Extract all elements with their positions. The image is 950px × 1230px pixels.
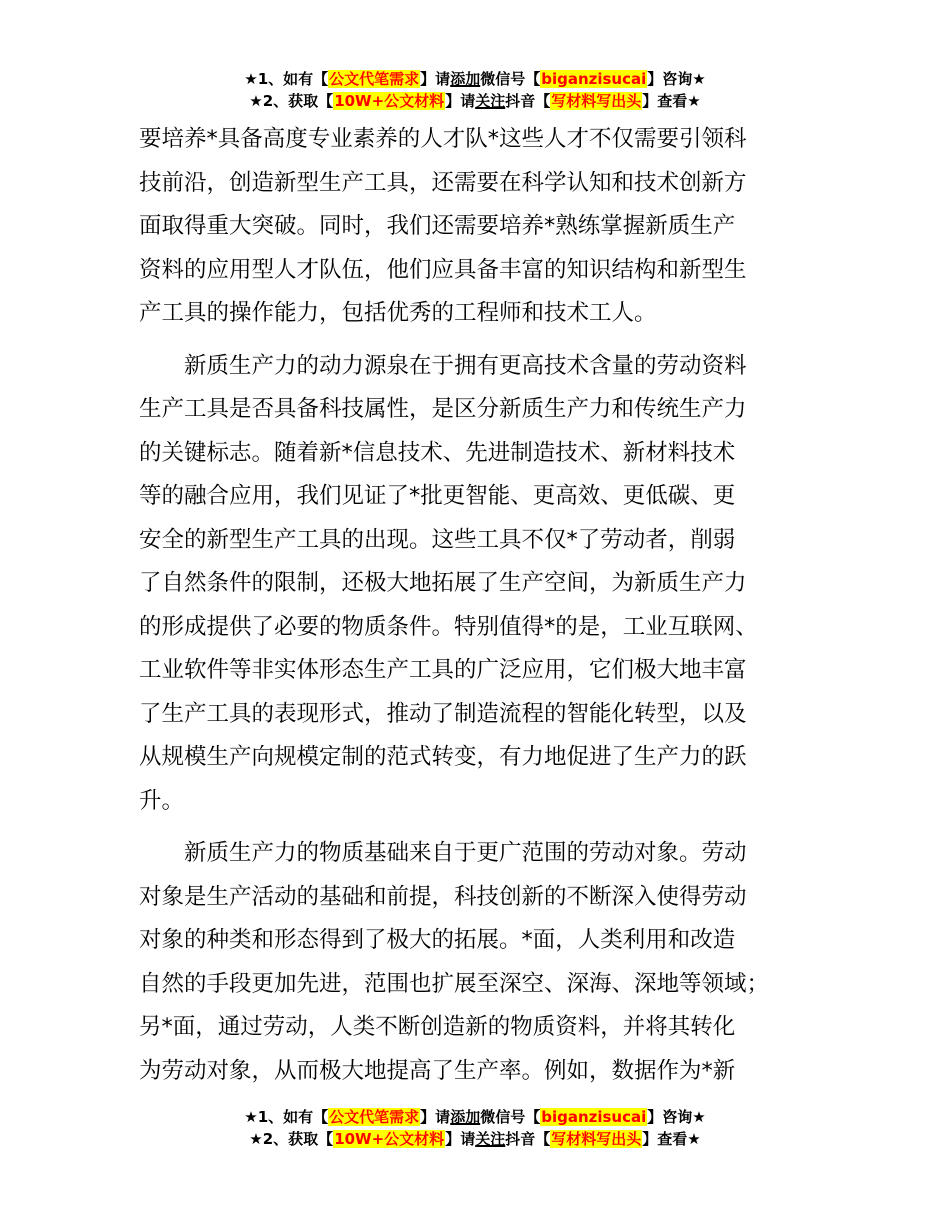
text-line: 资料的应用型人才队伍，他们应具备丰富的知识结构和新型生 xyxy=(139,256,747,283)
banner-highlight-materials: 10W+公文材料 xyxy=(334,92,445,110)
banner-highlight-materials: 10W+公文材料 xyxy=(334,1130,445,1148)
text-line: 自然的手段更加先进，范围也扩展至深空、深海、深地等领域； xyxy=(139,970,770,997)
banner-text: 抖音【 xyxy=(505,1130,551,1148)
text-line: 为劳动对象，从而极大地提高了生产率。例如，数据作为*新 xyxy=(139,1057,736,1084)
banner-prefix: ★1、如有【 xyxy=(244,1108,329,1126)
banner-prefix: ★2、获取【 xyxy=(249,1130,334,1148)
banner-text: 抖音【 xyxy=(505,92,551,110)
text-line: 新质生产力的动力源泉在于拥有更高技术含量的劳动资料 xyxy=(139,352,747,379)
text-line: 对象是生产活动的基础和前提，科技创新的不断深入使得劳动 xyxy=(139,883,747,910)
text-line: 生产工具是否具备科技属性，是区分新质生产力和传统生产力 xyxy=(139,396,747,422)
banner-text: 微信号【 xyxy=(480,70,541,88)
text-line: 工业软件等非实体形态生产工具的广泛应用，它们极大地丰富 xyxy=(139,657,747,683)
text-line: 的形成提供了必要的物质条件。特别值得*的是，工业互联网、 xyxy=(139,613,758,640)
text-line: 等的融合应用，我们见证了*批更智能、更高效、更低碳、更 xyxy=(139,483,736,509)
text-line: 面取得重大突破。同时，我们还需要培养*熟练掌握新质生产 xyxy=(139,213,736,239)
footer-banner-line-2 xyxy=(0,1128,950,1150)
banner-suffix: 】咨询★ xyxy=(647,1108,706,1126)
banner-highlight-wechat-id: biganzisucai xyxy=(541,1108,647,1126)
banner-highlight-service: 公文代笔需求 xyxy=(329,1108,420,1126)
text-line: 产工具的操作能力，包括优秀的工程师和技术工人。 xyxy=(139,300,657,326)
banner-highlight-account: 写材料写出头 xyxy=(551,1130,642,1148)
banner-text: 】请 xyxy=(445,1130,476,1148)
banner-underlined-text: 添加 xyxy=(450,1108,481,1126)
text-line: 技前沿，创造新型生产工具，还需要在科学认知和技术创新方 xyxy=(139,169,747,196)
text-line: 要培养*具备高度专业素养的人才队*这些人才不仅需要引领科 xyxy=(139,126,747,152)
footer-banner-line-1 xyxy=(0,1106,950,1128)
footer-banner xyxy=(0,1106,950,1150)
paragraph xyxy=(139,118,839,336)
text-line: 了生产工具的表现形式，推动了制造流程的智能化转型，以及 xyxy=(139,700,747,727)
paragraph xyxy=(139,345,839,824)
banner-underlined-text: 关注 xyxy=(475,1130,506,1148)
banner-highlight-wechat-id: biganzisucai xyxy=(541,70,647,88)
text-line: 从规模生产向规模定制的范式转变，有力地促进了生产力的跃 xyxy=(139,744,747,770)
text-line: 的关键标志。随着新*信息技术、先进制造技术、新材料技术 xyxy=(139,439,736,466)
paragraph xyxy=(139,832,839,1093)
banner-highlight-account: 写材料写出头 xyxy=(551,92,642,110)
text-line: 另*面，通过劳动，人类不断创造新的物质资料，并将其转化 xyxy=(139,1014,736,1040)
header-banner-line-2 xyxy=(0,90,950,112)
text-line: 升。 xyxy=(139,787,185,814)
header-banner xyxy=(0,68,950,112)
text-line: 对象的种类和形态得到了极大的拓展。*面，人类利用和改造 xyxy=(139,927,736,953)
banner-suffix: 】咨询★ xyxy=(647,70,706,88)
text-line: 安全的新型生产工具的出现。这些工具不仅*了劳动者，削弱 xyxy=(139,526,736,553)
banner-text: 】请 xyxy=(445,92,476,110)
header-banner-line-1 xyxy=(0,68,950,90)
document-body xyxy=(139,118,839,1093)
banner-underlined-text: 关注 xyxy=(475,92,506,110)
text-line: 新质生产力的物质基础来自于更广范围的劳动对象。劳动 xyxy=(139,840,747,866)
banner-suffix: 】查看★ xyxy=(642,1130,701,1148)
banner-text: 】请 xyxy=(420,70,451,88)
banner-suffix: 】查看★ xyxy=(642,92,701,110)
text-line: 了自然条件的限制，还极大地拓展了生产空间，为新质生产力 xyxy=(139,570,747,596)
banner-prefix: ★1、如有【 xyxy=(244,70,329,88)
banner-underlined-text: 添加 xyxy=(450,70,481,88)
banner-highlight-service: 公文代笔需求 xyxy=(329,70,420,88)
banner-text: 微信号【 xyxy=(480,1108,541,1126)
banner-prefix: ★2、获取【 xyxy=(249,92,334,110)
banner-text: 】请 xyxy=(420,1108,451,1126)
